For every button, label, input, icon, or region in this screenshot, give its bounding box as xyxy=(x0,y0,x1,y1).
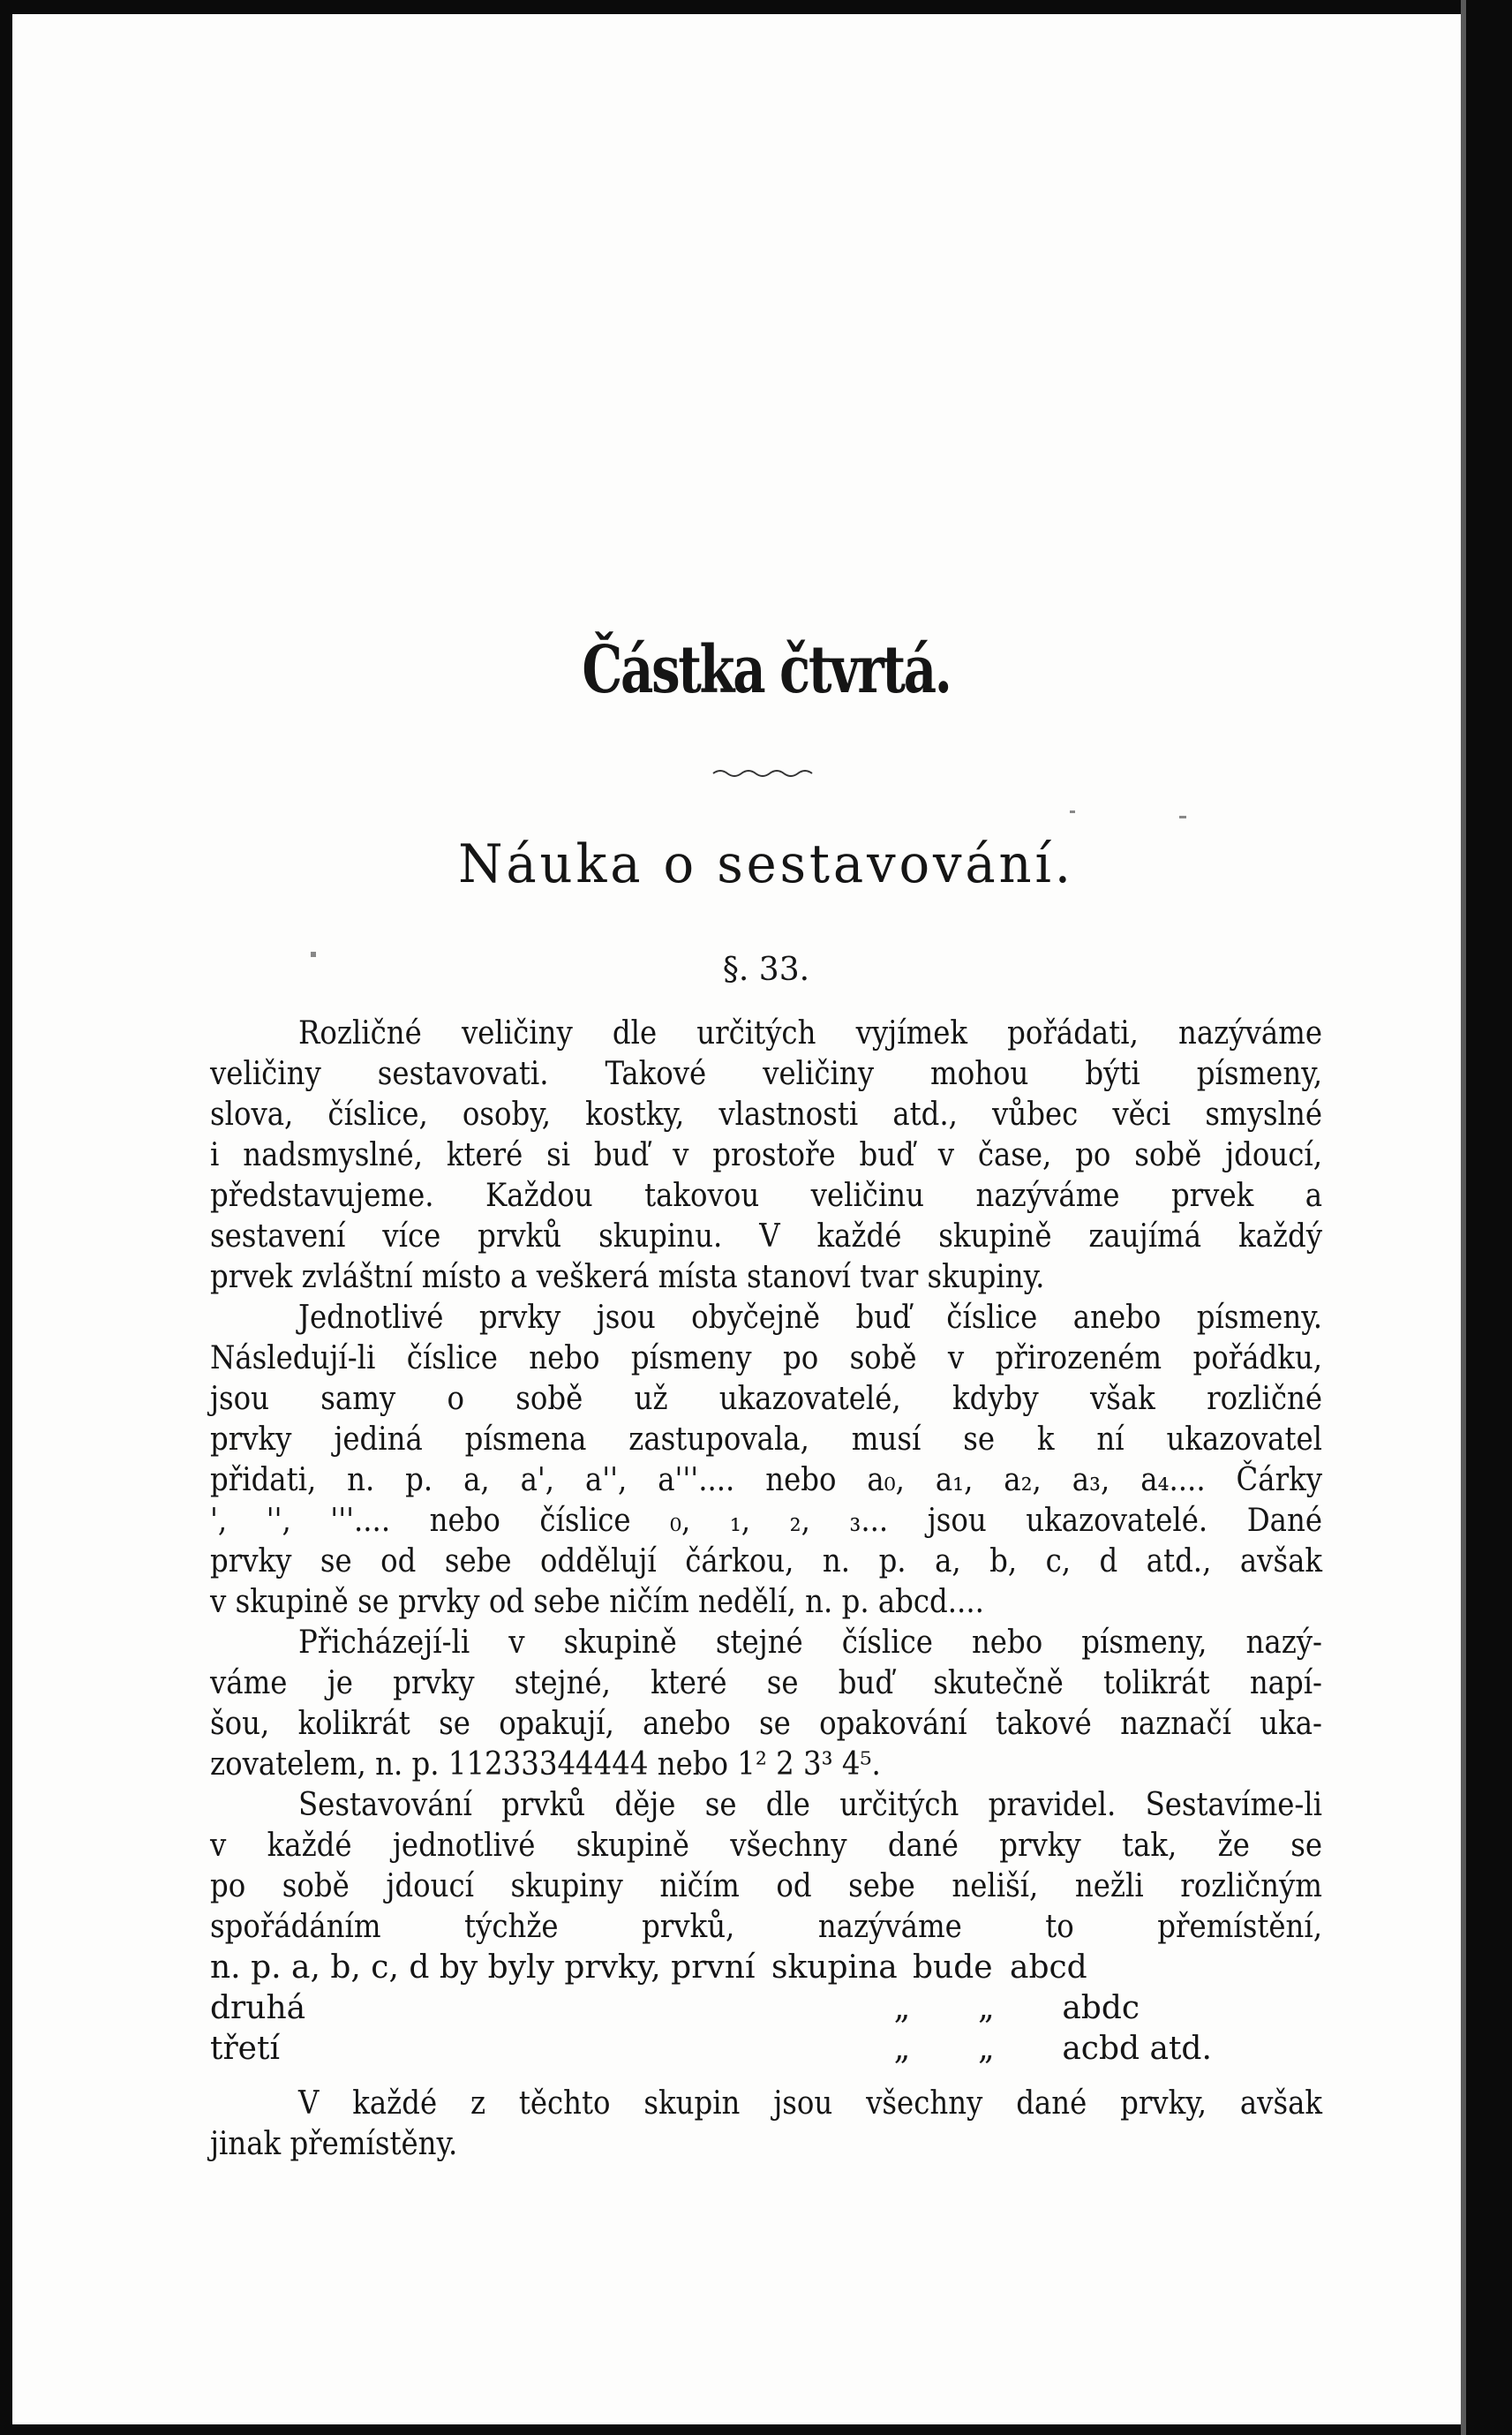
example-row xyxy=(210,1988,1322,2029)
text-line: Následují-li číslice nebo písmeny po sobě v přirozeném pořádku, xyxy=(210,1340,1322,1376)
text-line: šou, kolikrát se opakují, anebo se opakování takové naznačí uka- xyxy=(210,1706,1322,1742)
text-line: Rozličné veličiny dle určitých vyjímek pořádati, nazýváme xyxy=(298,1015,1322,1052)
text-line: po sobě jdoucí skupiny ničím od sebe neliší, nežli rozličným xyxy=(210,1868,1322,1904)
text-line: jsou samy o sobě už ukazovatelé, kdyby však rozličné xyxy=(210,1381,1322,1417)
paragraph-number: §. 33. xyxy=(722,952,810,988)
text-line: v každé jednotlivé skupině všechny dané prvky tak, že se xyxy=(210,1828,1322,1864)
example-row xyxy=(210,1948,1322,1988)
text-line: prvek zvláštní místo a veškerá místa stanoví tvar skupiny. xyxy=(210,1259,1045,1295)
spacer xyxy=(210,2069,1322,2084)
example-cell: abdc xyxy=(1062,1990,1140,2026)
text-line: prvky se od sebe oddělují čárkou, n. p. a, b, c, d atd., avšak xyxy=(210,1543,1322,1579)
text-line: zovatelem, n. p. 11233344444 nebo 1² 2 3³ 4⁵. xyxy=(210,1746,881,1783)
text-line: slova, číslice, osoby, kostky, vlastnosti atd., vůbec věci smyslné xyxy=(210,1097,1322,1133)
example-row xyxy=(210,2029,1322,2069)
text-line: V každé z těchto skupin jsou všechny dané prvky, avšak xyxy=(298,2085,1322,2122)
example-cell: acbd atd. xyxy=(1062,2031,1212,2067)
text-line: prvky jediná písmena zastupovala, musí se k ní ukazovatel xyxy=(210,1421,1322,1458)
example-cell: n. p. a, b, c, d by byly prvky, první xyxy=(210,1949,756,1986)
example-cell: „ xyxy=(893,1990,911,2026)
text-line: představujeme. Každou takovou veličinu nazýváme prvek a xyxy=(210,1178,1322,1214)
example-cell: „ xyxy=(893,2031,911,2067)
text-line: v skupině se prvky od sebe ničím nedělí, n. p. abcd.... xyxy=(210,1584,984,1620)
text-line: Sestavování prvků děje se dle určitých pravidel. Sestavíme-li xyxy=(298,1787,1322,1823)
speck xyxy=(1070,810,1075,813)
body-text xyxy=(210,1014,1322,2165)
text-line: jinak přemístěny. xyxy=(210,2126,458,2162)
text-line: přidati, n. p. a, a', a'', a'''.... nebo a₀, a₁, a₂, a₃, a₄.... Čárky xyxy=(210,1462,1322,1498)
text-line: i nadsmyslné, které si buď v prostoře buď v čase, po sobě jdoucí, xyxy=(210,1137,1322,1173)
text-line: veličiny sestavovati. Takové veličiny mohou býti písmeny, xyxy=(210,1056,1322,1092)
section-title: Náuka o sestavování. xyxy=(458,833,1074,895)
page-edge xyxy=(1466,0,1512,2435)
speck xyxy=(1179,816,1186,818)
ornament-divider xyxy=(711,766,817,784)
example-cell: „ xyxy=(978,2031,995,2067)
text-line: spořádáním týchže prvků, nazýváme to přemístění, xyxy=(210,1909,1322,1945)
text-line: váme je prvky stejné, které se buď skutečně tolikrát napí- xyxy=(210,1665,1322,1701)
text-line: Jednotlivé prvky jsou obyčejně buď číslice anebo písmeny. xyxy=(298,1300,1322,1336)
example-cell: skupina xyxy=(771,1949,898,1986)
example-cell: bude xyxy=(913,1949,993,1986)
text-line: ', '', '''.... nebo číslice ₀, ₁, ₂, ₃... jsou ukazovatelé. Dané xyxy=(210,1503,1322,1539)
example-cell: „ xyxy=(978,1990,995,2026)
text-line: Přicházejí-li v skupině stejné číslice nebo písmeny, nazý- xyxy=(298,1625,1322,1661)
example-cell: abcd xyxy=(1010,1949,1087,1986)
part-title: Částka čtvrtá. xyxy=(582,632,951,708)
text-line: sestavení více prvků skupinu. V každé skupině zaujímá každý xyxy=(210,1218,1322,1255)
example-cell: třetí xyxy=(210,2031,280,2067)
example-cell: druhá xyxy=(210,1990,306,2026)
